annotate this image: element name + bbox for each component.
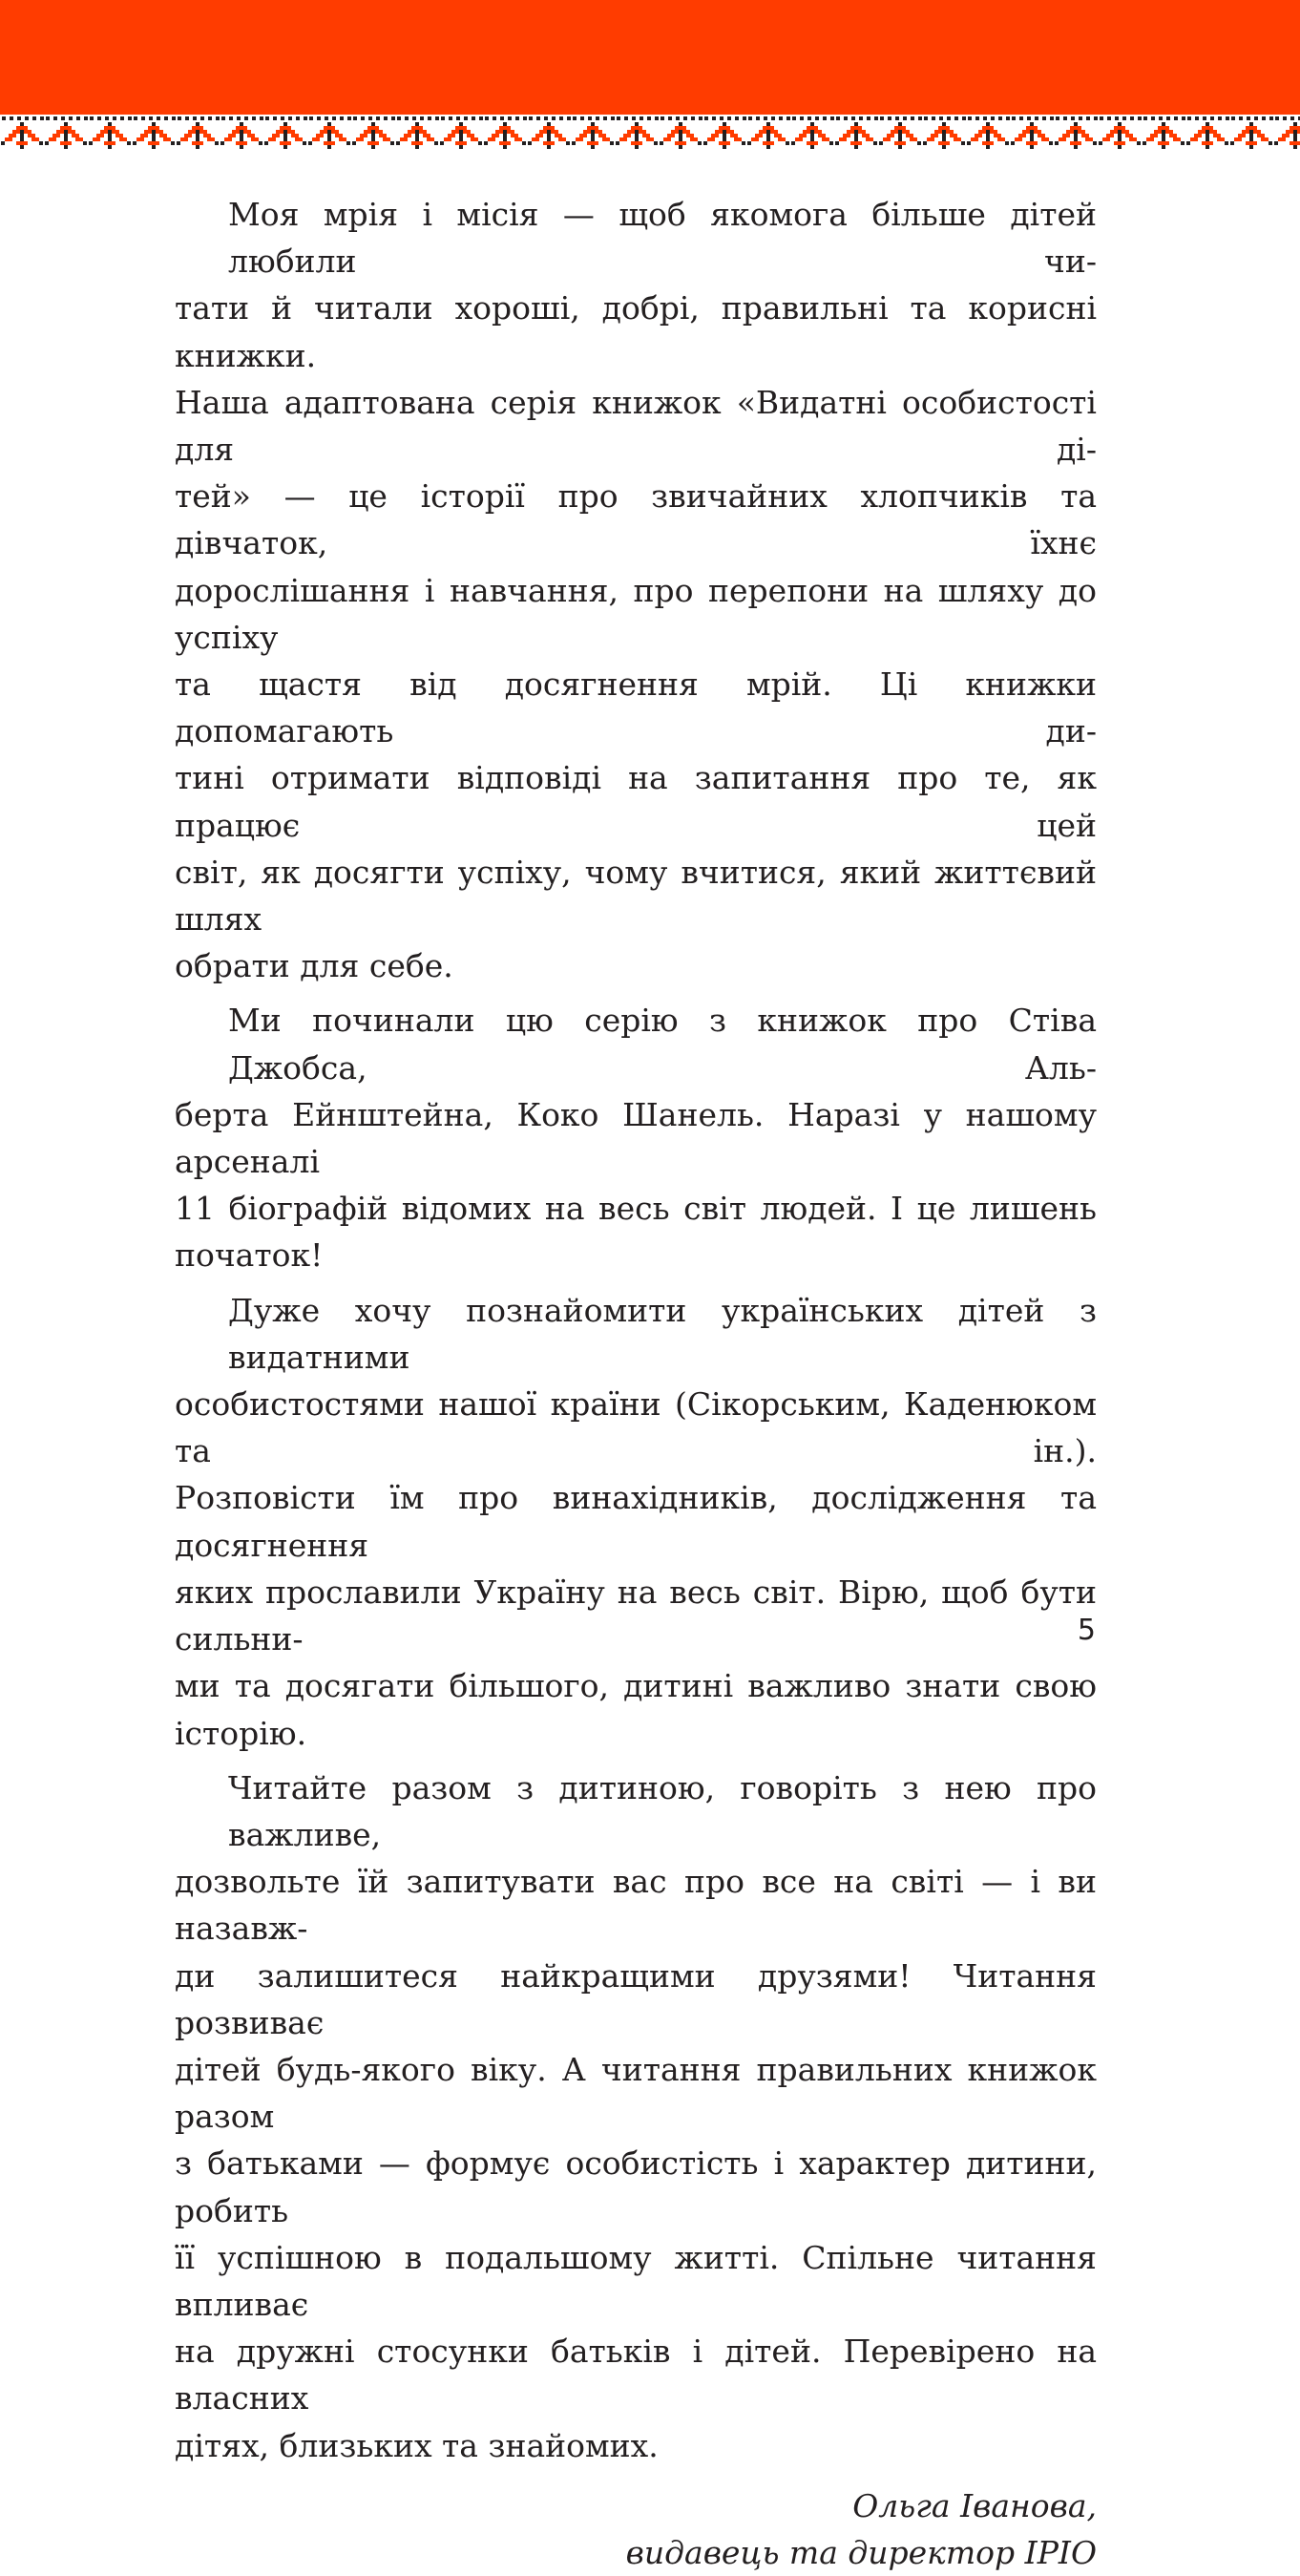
- text-line: на дружні стосунки батьків і дітей. Перевірено на власних: [175, 2333, 1097, 2418]
- text-line: особистостями нашої країни (Сікорським, Каденюком та ін.).: [175, 1385, 1097, 1470]
- main-text: [175, 191, 1097, 2576]
- text-line: ди залишитеся найкращими друзями! Читання розвиває: [175, 1956, 1097, 2041]
- text-line: яких прославили Україну на весь світ. Вірю, щоб бути сильни-: [175, 1573, 1097, 1658]
- paragraph-series: [175, 997, 1097, 1278]
- text-line: Читайте разом з дитиною, говоріть з нею про важливе,: [228, 1768, 1097, 1853]
- text-line: тей» — це історії про звичайних хлопчиків та дівчаток, їхнє: [175, 477, 1097, 562]
- embroidery-ornament-border: [0, 115, 1300, 155]
- text-line: тати й читали хороші, добрі, правильні та корисні книжки.: [175, 289, 1097, 374]
- text-line: та щастя від досягнення мрій. Ці книжки допомагають ди-: [175, 665, 1097, 750]
- text-line: Ми починали цю серію з книжок про Стіва Джобса, Аль-: [228, 1002, 1097, 1087]
- text-line: ми та досягати більшого, дитині важливо знати свою історію.: [175, 1667, 1097, 1752]
- text-line: з батьками — формує особистість і характер дитини, робить: [175, 2144, 1097, 2229]
- top-color-band: [0, 0, 1300, 115]
- text-line: дітей будь-якого віку. А читання правильних книжок разом: [175, 2050, 1097, 2136]
- text-line: берта Ейнштейна, Коко Шанель. Наразі у нашому арсеналі: [175, 1095, 1097, 1181]
- text-line: тині отримати відповіді на запитання про те, як працює цей: [175, 759, 1097, 844]
- text-line: 11 біографій відомих на весь світ людей. І це лишень початок!: [175, 1190, 1097, 1275]
- paragraph-mission: [175, 191, 1097, 989]
- text-line: Моя мрія і місія — щоб якомога більше дітей любили чи-: [228, 196, 1097, 281]
- text-line: дозвольте їй запитувати вас про все на світі — і ви назавж-: [175, 1863, 1097, 1948]
- signature-role: видавець та директор ІРІО: [625, 2533, 1097, 2571]
- text-line: обрати для себе.: [175, 947, 453, 985]
- paragraph-ukraine: [175, 1287, 1097, 1757]
- text-line: її успішною в подальшому житті. Спільне читання впливає: [175, 2238, 1097, 2323]
- text-line: Наша адаптована серія книжок «Видатні особистості для ді-: [175, 383, 1097, 469]
- page-number: 5: [1077, 1614, 1096, 1647]
- text-line: дітях, близьких та знайомих.: [175, 2426, 659, 2464]
- signature: [175, 2482, 1097, 2576]
- text-line: Розповісти їм про винахідників, дослідження та досягнення: [175, 1479, 1097, 1564]
- paragraph-reading: [175, 1764, 1097, 2469]
- signature-name: Ольга Іванова,: [852, 2486, 1097, 2524]
- text-line: Дуже хочу познайомити українських дітей з видатними: [228, 1291, 1097, 1376]
- text-line: дорослішання і навчання, про перепони на шляху до успіху: [175, 571, 1097, 656]
- text-line: світ, як досягти успіху, чому вчитися, який життєвий шлях: [175, 853, 1097, 939]
